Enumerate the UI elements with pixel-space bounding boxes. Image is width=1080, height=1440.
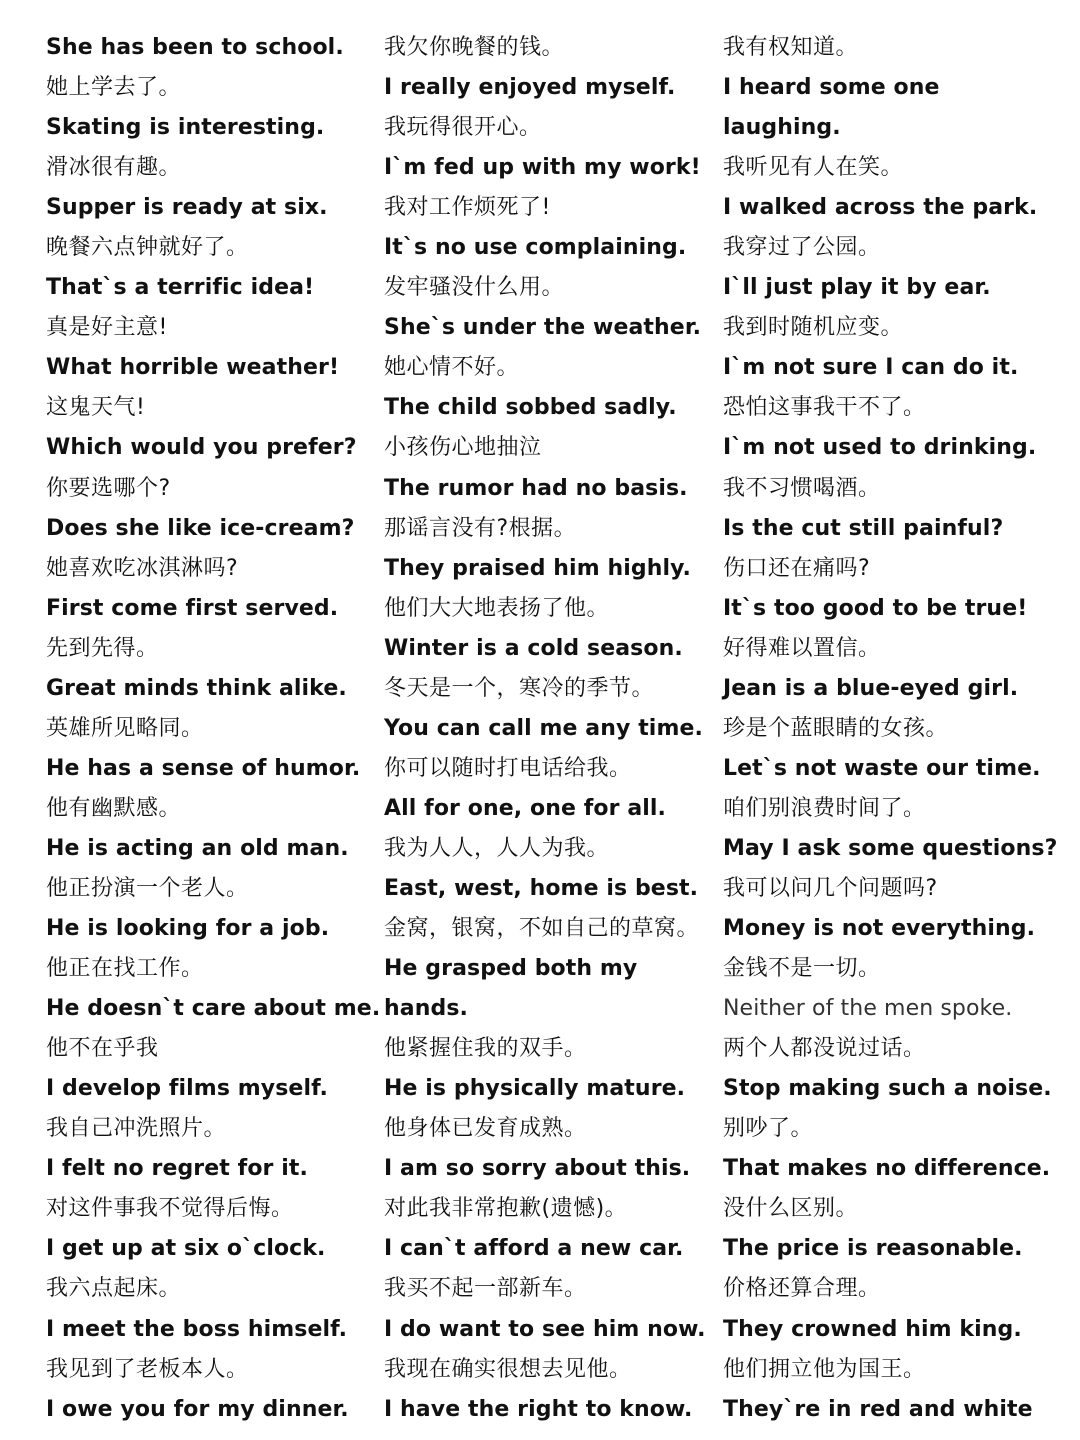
english-phrase: Winter is a cold season. xyxy=(384,635,683,661)
english-phrase: Does she like ice-cream? xyxy=(46,515,355,541)
english-phrase: Let`s not waste our time. xyxy=(723,755,1041,781)
english-phrase: It`s too good to be true! xyxy=(723,595,1028,621)
chinese-translation: 我欠你晚餐的钱。 xyxy=(384,35,565,60)
english-phrase: He grasped both my xyxy=(384,956,638,982)
chinese-translation: 她上学去了。 xyxy=(46,75,182,101)
english-phrase: They`re in red and white xyxy=(723,1396,1033,1422)
english-phrase: That`s a terrific idea! xyxy=(46,275,315,301)
chinese-translation: 冬天是一个，寒冷的季节。 xyxy=(384,675,655,701)
chinese-translation: 你可以随时打电话给我。 xyxy=(384,755,632,781)
english-phrase: Is the cut still painful? xyxy=(723,515,1004,541)
chinese-translation: 他正扮演一个老人。 xyxy=(46,875,249,901)
chinese-translation: 她心情不好。 xyxy=(384,355,520,381)
english-phrase: Stop making such a noise. xyxy=(723,1076,1052,1102)
english-phrase: He doesn`t care about me. xyxy=(46,996,381,1022)
chinese-translation: 英雄所见略同。 xyxy=(46,715,204,741)
chinese-translation: 我现在确实很想去见他。 xyxy=(384,1356,632,1382)
chinese-translation: 对这件事我不觉得后悔。 xyxy=(46,1196,294,1222)
chinese-translation: 好得难以置信。 xyxy=(723,635,881,661)
english-phrase: I do want to see him now. xyxy=(384,1316,706,1342)
chinese-translation: 别吵了。 xyxy=(723,1116,814,1142)
chinese-translation: 我有权知道。 xyxy=(723,35,859,60)
english-phrase: Which would you prefer? xyxy=(46,435,357,461)
english-phrase: Skating is interesting. xyxy=(46,115,325,141)
chinese-translation: 他正在找工作。 xyxy=(46,956,204,982)
chinese-translation: 我自己冲洗照片。 xyxy=(46,1116,227,1142)
english-phrase: The rumor had no basis. xyxy=(384,475,688,501)
chinese-translation: 我玩得很开心。 xyxy=(384,115,542,141)
chinese-translation: 对此我非常抱歉(遗憾)。 xyxy=(384,1196,628,1222)
column-1 xyxy=(46,28,381,1430)
english-phrase: All for one, one for all. xyxy=(384,795,667,821)
chinese-translation: 我对工作烦死了! xyxy=(384,195,551,221)
english-phrase: First come first served. xyxy=(46,595,339,621)
chinese-translation: 那谣言没有?根据。 xyxy=(384,515,577,541)
english-phrase: East, west, home is best. xyxy=(384,875,699,901)
english-phrase: I walked across the park. xyxy=(723,195,1038,221)
chinese-translation: 他身体已发育成熟。 xyxy=(384,1116,587,1142)
chinese-translation: 发牢骚没什么用。 xyxy=(384,275,565,301)
chinese-translation: 她喜欢吃冰淇淋吗? xyxy=(46,555,239,581)
chinese-translation: 两个人都没说过话。 xyxy=(723,1036,926,1062)
chinese-translation: 恐怕这事我干不了。 xyxy=(723,395,926,421)
english-phrase: I really enjoyed myself. xyxy=(384,75,676,101)
english-phrase: I meet the boss himself. xyxy=(46,1316,348,1342)
chinese-translation: 他有幽默感。 xyxy=(46,795,182,821)
chinese-translation: 我六点起床。 xyxy=(46,1276,182,1302)
chinese-translation: 你要选哪个? xyxy=(46,475,171,501)
english-phrase: Money is not everything. xyxy=(723,916,1036,942)
chinese-translation: 他们大大地表扬了他。 xyxy=(384,595,610,621)
english-phrase: I develop films myself. xyxy=(46,1076,329,1102)
chinese-translation: 他紧握住我的双手。 xyxy=(384,1036,587,1062)
english-phrase: Jean is a blue-eyed girl. xyxy=(723,675,1019,701)
chinese-translation: 我到时随机应变。 xyxy=(723,315,904,341)
english-phrase: Supper is ready at six. xyxy=(46,195,328,221)
english-phrase: It`s no use complaining. xyxy=(384,235,687,261)
chinese-translation: 滑冰很有趣。 xyxy=(46,155,182,181)
chinese-translation: 价格还算合理。 xyxy=(723,1276,881,1302)
english-phrase: laughing. xyxy=(723,115,841,141)
english-phrase: I`m fed up with my work! xyxy=(384,155,701,181)
chinese-translation: 咱们别浪费时间了。 xyxy=(723,795,926,821)
english-phrase: I heard some one xyxy=(723,75,940,101)
english-phrase: I owe you for my dinner. xyxy=(46,1396,349,1422)
english-phrase: hands. xyxy=(384,996,468,1022)
english-phrase: They crowned him king. xyxy=(723,1316,1022,1342)
phrase-sheet xyxy=(0,28,1080,1428)
english-phrase: They praised him highly. xyxy=(384,555,692,581)
chinese-translation: 小孩伤心地抽泣 xyxy=(384,435,542,461)
english-phrase: Neither of the men spoke. xyxy=(723,996,1013,1022)
chinese-translation: 我不习惯喝酒。 xyxy=(723,475,881,501)
chinese-translation: 我买不起一部新车。 xyxy=(384,1276,587,1302)
chinese-translation: 我穿过了公园。 xyxy=(723,235,881,261)
chinese-translation: 他们拥立他为国王。 xyxy=(723,1356,926,1382)
english-phrase: I felt no regret for it. xyxy=(46,1156,308,1182)
english-phrase: I`m not used to drinking. xyxy=(723,435,1037,461)
chinese-translation: 晚餐六点钟就好了。 xyxy=(46,235,249,261)
chinese-translation: 金钱不是一切。 xyxy=(723,956,881,982)
english-phrase: He is acting an old man. xyxy=(46,835,349,861)
english-phrase: She`s under the weather. xyxy=(384,315,702,341)
english-phrase: He is looking for a job. xyxy=(46,916,330,942)
english-phrase: What horrible weather! xyxy=(46,355,340,381)
english-phrase: I`m not sure I can do it. xyxy=(723,355,1019,381)
chinese-translation: 伤口还在痛吗? xyxy=(723,555,871,581)
chinese-translation: 真是好主意! xyxy=(46,315,168,341)
chinese-translation: 我可以问几个问题吗? xyxy=(723,875,938,901)
english-phrase: I`ll just play it by ear. xyxy=(723,275,991,301)
english-phrase: He is physically mature. xyxy=(384,1076,686,1102)
chinese-translation: 先到先得。 xyxy=(46,635,159,661)
english-phrase: He has a sense of humor. xyxy=(46,755,361,781)
english-phrase: The price is reasonable. xyxy=(723,1236,1023,1262)
english-phrase: That makes no difference. xyxy=(723,1156,1051,1182)
english-phrase: I can`t afford a new car. xyxy=(384,1236,684,1262)
chinese-translation: 我为人人，人人为我。 xyxy=(384,835,610,861)
chinese-translation: 我见到了老板本人。 xyxy=(46,1356,249,1382)
chinese-translation: 没什么区别。 xyxy=(723,1196,859,1222)
english-phrase: I get up at six o`clock. xyxy=(46,1236,326,1262)
chinese-translation: 他不在乎我 xyxy=(46,1036,159,1062)
english-phrase: She has been to school. xyxy=(46,35,344,60)
english-phrase: Great minds think alike. xyxy=(46,675,347,701)
english-phrase: I am so sorry about this. xyxy=(384,1156,691,1182)
chinese-translation: 我听见有人在笑。 xyxy=(723,155,904,181)
chinese-translation: 珍是个蓝眼睛的女孩。 xyxy=(723,715,949,741)
english-phrase: I have the right to know. xyxy=(384,1396,693,1422)
english-phrase: May I ask some questions? xyxy=(723,835,1058,861)
chinese-translation: 金窝，银窝，不如自己的草窝。 xyxy=(384,916,700,942)
column-3 xyxy=(723,28,1073,1430)
column-2 xyxy=(384,28,714,1430)
chinese-translation: 这鬼天气! xyxy=(46,395,146,421)
english-phrase: The child sobbed sadly. xyxy=(384,395,677,421)
english-phrase: You can call me any time. xyxy=(384,715,703,741)
